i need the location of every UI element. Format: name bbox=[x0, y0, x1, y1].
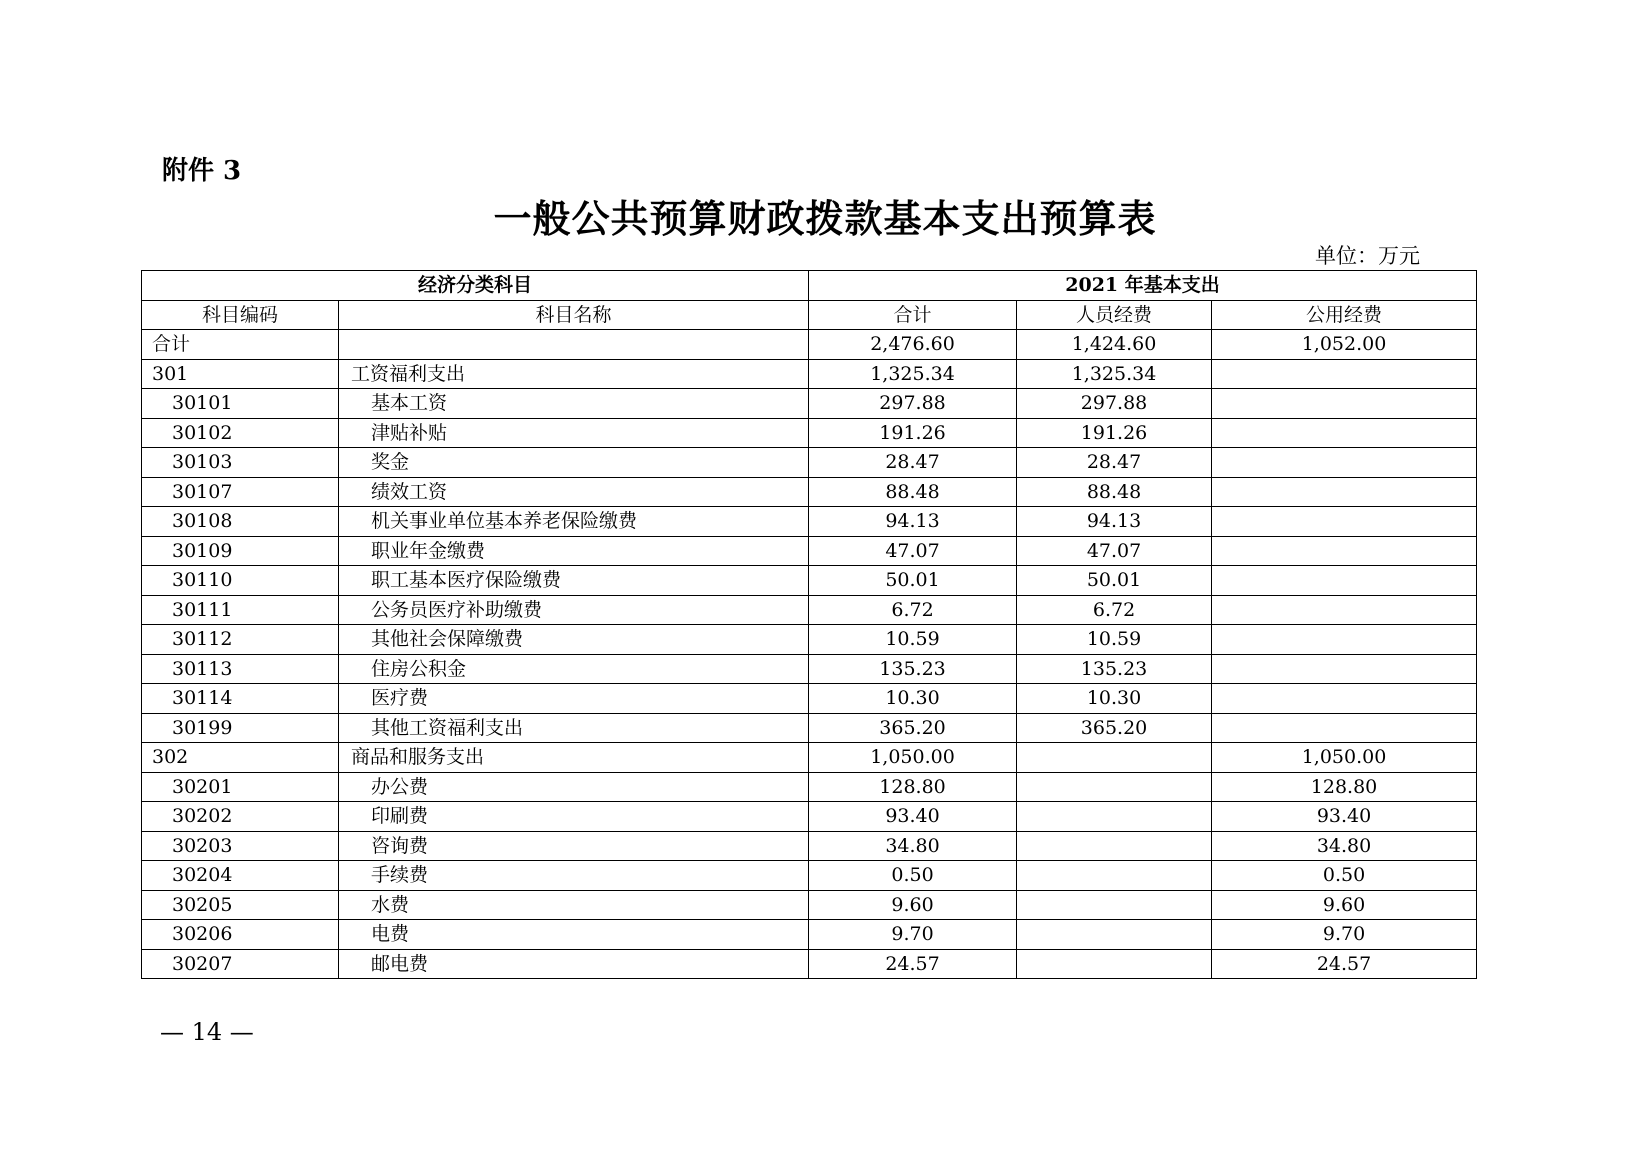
cell-public-expense bbox=[1212, 713, 1477, 743]
unit-label: 单位：万元 bbox=[1315, 244, 1420, 268]
cell-subject-code: 30113 bbox=[142, 654, 339, 684]
cell-personnel-expense: 94.13 bbox=[1017, 507, 1212, 537]
table-row bbox=[142, 890, 1477, 920]
header-economic-category: 经济分类科目 bbox=[142, 271, 809, 301]
cell-public-expense bbox=[1212, 448, 1477, 478]
cell-personnel-expense: 297.88 bbox=[1017, 389, 1212, 419]
cell-subject-code: 30110 bbox=[142, 566, 339, 596]
cell-personnel-expense: 135.23 bbox=[1017, 654, 1212, 684]
cell-personnel-expense: 28.47 bbox=[1017, 448, 1212, 478]
cell-subject-name: 奖金 bbox=[339, 448, 809, 478]
cell-personnel-expense bbox=[1017, 743, 1212, 773]
cell-public-expense: 128.80 bbox=[1212, 772, 1477, 802]
cell-subject-name: 住房公积金 bbox=[339, 654, 809, 684]
header-column-row bbox=[142, 300, 1477, 330]
cell-public-expense: 0.50 bbox=[1212, 861, 1477, 891]
cell-total: 1,050.00 bbox=[809, 743, 1017, 773]
cell-public-expense bbox=[1212, 507, 1477, 537]
cell-subject-code: 30207 bbox=[142, 949, 339, 979]
cell-total: 191.26 bbox=[809, 418, 1017, 448]
cell-personnel-expense: 365.20 bbox=[1017, 713, 1212, 743]
cell-personnel-expense bbox=[1017, 920, 1212, 950]
cell-public-expense bbox=[1212, 654, 1477, 684]
cell-subject-name: 绩效工资 bbox=[339, 477, 809, 507]
cell-subject-code: 30109 bbox=[142, 536, 339, 566]
cell-subject-name: 职业年金缴费 bbox=[339, 536, 809, 566]
cell-subject-code: 合计 bbox=[142, 330, 339, 360]
table-row bbox=[142, 713, 1477, 743]
cell-public-expense bbox=[1212, 566, 1477, 596]
cell-total: 93.40 bbox=[809, 802, 1017, 832]
cell-total: 0.50 bbox=[809, 861, 1017, 891]
cell-total: 1,325.34 bbox=[809, 359, 1017, 389]
cell-subject-code: 30206 bbox=[142, 920, 339, 950]
table-row bbox=[142, 330, 1477, 360]
cell-personnel-expense: 88.48 bbox=[1017, 477, 1212, 507]
cell-subject-code: 30114 bbox=[142, 684, 339, 714]
table-row bbox=[142, 802, 1477, 832]
cell-subject-code: 30205 bbox=[142, 890, 339, 920]
cell-subject-name: 电费 bbox=[339, 920, 809, 950]
cell-public-expense: 1,052.00 bbox=[1212, 330, 1477, 360]
page-number: — 14 — bbox=[160, 1018, 254, 1046]
cell-subject-name: 机关事业单位基本养老保险缴费 bbox=[339, 507, 809, 537]
cell-subject-name: 职工基本医疗保险缴费 bbox=[339, 566, 809, 596]
cell-public-expense: 34.80 bbox=[1212, 831, 1477, 861]
cell-personnel-expense: 10.59 bbox=[1017, 625, 1212, 655]
cell-public-expense bbox=[1212, 625, 1477, 655]
cell-public-expense: 24.57 bbox=[1212, 949, 1477, 979]
table-row bbox=[142, 359, 1477, 389]
cell-subject-code: 30111 bbox=[142, 595, 339, 625]
cell-total: 2,476.60 bbox=[809, 330, 1017, 360]
cell-personnel-expense bbox=[1017, 831, 1212, 861]
cell-personnel-expense bbox=[1017, 802, 1212, 832]
cell-subject-code: 30201 bbox=[142, 772, 339, 802]
cell-personnel-expense: 191.26 bbox=[1017, 418, 1212, 448]
cell-public-expense: 1,050.00 bbox=[1212, 743, 1477, 773]
table-row bbox=[142, 743, 1477, 773]
cell-personnel-expense: 1,424.60 bbox=[1017, 330, 1212, 360]
cell-public-expense bbox=[1212, 536, 1477, 566]
cell-personnel-expense: 6.72 bbox=[1017, 595, 1212, 625]
cell-public-expense bbox=[1212, 684, 1477, 714]
cell-subject-name: 公务员医疗补助缴费 bbox=[339, 595, 809, 625]
cell-public-expense bbox=[1212, 418, 1477, 448]
cell-total: 297.88 bbox=[809, 389, 1017, 419]
cell-subject-name bbox=[339, 330, 809, 360]
table-row bbox=[142, 448, 1477, 478]
table-row bbox=[142, 625, 1477, 655]
cell-total: 50.01 bbox=[809, 566, 1017, 596]
cell-subject-name: 工资福利支出 bbox=[339, 359, 809, 389]
cell-subject-code: 30101 bbox=[142, 389, 339, 419]
cell-total: 135.23 bbox=[809, 654, 1017, 684]
cell-subject-code: 30203 bbox=[142, 831, 339, 861]
header-personnel-expense: 人员经费 bbox=[1017, 300, 1212, 330]
cell-total: 47.07 bbox=[809, 536, 1017, 566]
header-subject-name: 科目名称 bbox=[339, 300, 809, 330]
cell-subject-name: 办公费 bbox=[339, 772, 809, 802]
table-row bbox=[142, 772, 1477, 802]
cell-personnel-expense bbox=[1017, 949, 1212, 979]
cell-subject-code: 30102 bbox=[142, 418, 339, 448]
cell-public-expense bbox=[1212, 359, 1477, 389]
cell-personnel-expense: 1,325.34 bbox=[1017, 359, 1212, 389]
cell-subject-name: 水费 bbox=[339, 890, 809, 920]
cell-total: 6.72 bbox=[809, 595, 1017, 625]
cell-total: 34.80 bbox=[809, 831, 1017, 861]
cell-total: 10.30 bbox=[809, 684, 1017, 714]
cell-total: 28.47 bbox=[809, 448, 1017, 478]
cell-total: 94.13 bbox=[809, 507, 1017, 537]
cell-subject-code: 30108 bbox=[142, 507, 339, 537]
table-row bbox=[142, 566, 1477, 596]
cell-subject-name: 基本工资 bbox=[339, 389, 809, 419]
cell-subject-name: 津贴补贴 bbox=[339, 418, 809, 448]
table-row bbox=[142, 684, 1477, 714]
cell-public-expense bbox=[1212, 477, 1477, 507]
table-body bbox=[142, 330, 1477, 979]
header-group-row bbox=[142, 271, 1477, 301]
cell-total: 9.60 bbox=[809, 890, 1017, 920]
cell-total: 88.48 bbox=[809, 477, 1017, 507]
cell-subject-name: 其他社会保障缴费 bbox=[339, 625, 809, 655]
cell-public-expense: 93.40 bbox=[1212, 802, 1477, 832]
cell-personnel-expense bbox=[1017, 861, 1212, 891]
cell-public-expense bbox=[1212, 389, 1477, 419]
cell-subject-name: 手续费 bbox=[339, 861, 809, 891]
cell-subject-code: 30112 bbox=[142, 625, 339, 655]
cell-subject-code: 301 bbox=[142, 359, 339, 389]
cell-total: 10.59 bbox=[809, 625, 1017, 655]
cell-subject-code: 30204 bbox=[142, 861, 339, 891]
cell-subject-name: 其他工资福利支出 bbox=[339, 713, 809, 743]
cell-subject-code: 30103 bbox=[142, 448, 339, 478]
cell-public-expense bbox=[1212, 595, 1477, 625]
table-row bbox=[142, 654, 1477, 684]
cell-personnel-expense: 10.30 bbox=[1017, 684, 1212, 714]
table-row bbox=[142, 920, 1477, 950]
header-public-expense: 公用经费 bbox=[1212, 300, 1477, 330]
attachment-label: 附件 3 bbox=[162, 156, 242, 186]
cell-total: 128.80 bbox=[809, 772, 1017, 802]
cell-subject-code: 30107 bbox=[142, 477, 339, 507]
cell-subject-code: 302 bbox=[142, 743, 339, 773]
cell-public-expense: 9.60 bbox=[1212, 890, 1477, 920]
table-row bbox=[142, 389, 1477, 419]
cell-subject-code: 30202 bbox=[142, 802, 339, 832]
cell-public-expense: 9.70 bbox=[1212, 920, 1477, 950]
header-total: 合计 bbox=[809, 300, 1017, 330]
cell-subject-name: 邮电费 bbox=[339, 949, 809, 979]
table-row bbox=[142, 507, 1477, 537]
cell-subject-name: 印刷费 bbox=[339, 802, 809, 832]
table-row bbox=[142, 477, 1477, 507]
cell-total: 365.20 bbox=[809, 713, 1017, 743]
cell-personnel-expense bbox=[1017, 772, 1212, 802]
header-2021-basic-expenditure: 2021 年基本支出 bbox=[809, 271, 1477, 301]
cell-total: 9.70 bbox=[809, 920, 1017, 950]
budget-table bbox=[141, 270, 1477, 979]
page-title: 一般公共预算财政拨款基本支出预算表 bbox=[493, 196, 1157, 241]
cell-personnel-expense bbox=[1017, 890, 1212, 920]
table-row bbox=[142, 595, 1477, 625]
cell-personnel-expense: 50.01 bbox=[1017, 566, 1212, 596]
cell-subject-name: 商品和服务支出 bbox=[339, 743, 809, 773]
table-row bbox=[142, 831, 1477, 861]
cell-subject-name: 医疗费 bbox=[339, 684, 809, 714]
cell-total: 24.57 bbox=[809, 949, 1017, 979]
cell-subject-name: 咨询费 bbox=[339, 831, 809, 861]
header-subject-code: 科目编码 bbox=[142, 300, 339, 330]
cell-subject-code: 30199 bbox=[142, 713, 339, 743]
table-row bbox=[142, 949, 1477, 979]
table-row bbox=[142, 536, 1477, 566]
table-row bbox=[142, 861, 1477, 891]
table-row bbox=[142, 418, 1477, 448]
cell-personnel-expense: 47.07 bbox=[1017, 536, 1212, 566]
